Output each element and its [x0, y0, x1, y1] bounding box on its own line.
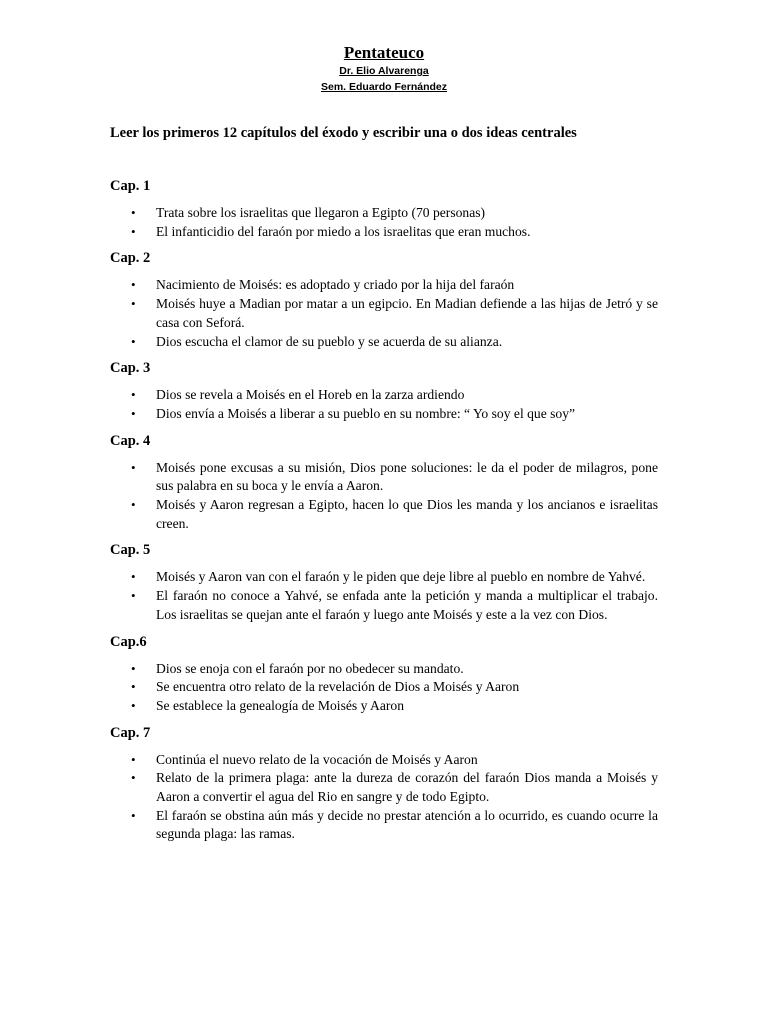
- chapter-heading: Cap. 5: [110, 542, 151, 559]
- list-item: [110, 295, 658, 332]
- bullet-text: Dios escucha el clamor de su pueblo y se acuerda de su alianza.: [156, 333, 503, 349]
- list-item: [110, 276, 658, 295]
- list-item: [110, 568, 658, 587]
- bullet-icon: •: [131, 459, 136, 475]
- bullet-icon: •: [131, 770, 136, 786]
- document-header: [0, 43, 768, 95]
- bullet-icon: •: [131, 697, 136, 713]
- bullet-icon: •: [131, 497, 136, 513]
- bullet-text: Moisés y Aaron regresan a Egipto, hacen lo que Dios les manda y los ancianos e israelitas creen.: [156, 497, 658, 531]
- bullet-icon: •: [131, 205, 136, 220]
- bullet-text: Continúa el nuevo relato de la vocación de Moisés y Aaron: [156, 751, 478, 767]
- bullet-text: El faraón no conoce a Yahvé, se enfada ante la petición y manda a multiplicar el trabajo. Los israelitas se quejan ante el faraón y luego ante Moisés y este a la vez con Dios.: [156, 588, 658, 622]
- list-item: [110, 660, 658, 679]
- chapter-section: [110, 724, 658, 845]
- chapter-section: [110, 633, 658, 716]
- chapter-section: [110, 249, 658, 351]
- bullet-icon: •: [131, 679, 136, 695]
- bullet-text: Se establece la genealogía de Moisés y Aaron: [156, 697, 404, 713]
- bullet-text: Dios envía a Moisés a liberar a su pueblo en su nombre: “ Yo soy el que soy”: [156, 405, 576, 421]
- bullet-text: Moisés pone excusas a su misión, Dios pone soluciones: le da el poder de milagros, pone sus palabra en su boca y le envía a Aaron.: [156, 459, 658, 494]
- chapter-heading: Cap. 2: [110, 250, 151, 267]
- bullet-icon: •: [131, 296, 136, 312]
- list-item: [110, 333, 658, 352]
- bullet-text: Moisés huye a Madian por matar a un egipcio. En Madian defiende a las hijas de Jetró y se casa con Seforá.: [156, 296, 658, 330]
- list-item: [110, 807, 658, 844]
- bullet-text: Relato de la primera plaga: ante la dureza de corazón del faraón Dios manda a Moisés y Aaron a convertir el agua del Rio en sangre y de todo Egipto.: [156, 770, 658, 805]
- bullet-icon: •: [131, 405, 136, 421]
- author-line-2: Sem. Eduardo Fernández: [320, 81, 448, 93]
- list-item: [110, 405, 658, 424]
- chapter-list: [110, 177, 658, 852]
- chapter-heading: Cap.6: [110, 633, 147, 650]
- bullet-icon: •: [131, 277, 136, 293]
- bullet-list: [110, 459, 658, 534]
- bullet-text: Trata sobre los israelitas que llegaron a Egipto (70 personas): [156, 205, 486, 220]
- bullet-text: El faraón se obstina aún más y decide no prestar atención a lo ocurrido, es cuando ocurre la segunda plaga: las ramas.: [156, 807, 658, 842]
- bullet-list: [110, 751, 658, 845]
- list-item: [110, 459, 658, 496]
- bullet-list: [110, 276, 658, 351]
- list-item: [110, 769, 658, 806]
- bullet-text: Se encuentra otro relato de la revelación de Dios a Moisés y Aaron: [156, 679, 520, 695]
- bullet-list: [110, 204, 658, 241]
- bullet-text: Dios se enoja con el faraón por no obedecer su mandato.: [156, 660, 464, 676]
- bullet-list: [110, 386, 658, 423]
- chapter-heading: Cap. 3: [110, 360, 151, 377]
- list-item: [110, 678, 658, 697]
- bullet-text: Nacimiento de Moisés: es adoptado y criado por la hija del faraón: [156, 277, 515, 293]
- page-title: Pentateuco: [343, 43, 425, 62]
- chapter-heading: Cap. 4: [110, 432, 151, 449]
- chapter-section: [110, 541, 658, 624]
- list-item: [110, 751, 658, 770]
- bullet-text: Moisés y Aaron van con el faraón y le piden que deje libre al pueblo en nombre de Yahvé.: [156, 569, 646, 585]
- chapter-section: [110, 432, 658, 534]
- assignment-instruction: Leer los primeros 12 capítulos del éxodo y escribir una o dos ideas centrales: [110, 125, 577, 141]
- bullet-icon: •: [131, 751, 136, 767]
- chapter-section: [110, 359, 658, 423]
- chapter-section: [110, 177, 658, 241]
- author-line-1: Dr. Elio Alvarenga: [339, 65, 429, 77]
- bullet-icon: •: [131, 333, 136, 349]
- bullet-icon: •: [131, 223, 136, 239]
- list-item: [110, 223, 658, 242]
- list-item: [110, 587, 658, 624]
- bullet-text: Dios se revela a Moisés en el Horeb en la zarza ardiendo: [156, 387, 465, 403]
- bullet-icon: •: [131, 807, 136, 823]
- chapter-heading: Cap. 1: [110, 178, 151, 194]
- bullet-text: El infanticidio del faraón por miedo a los israelitas que eran muchos.: [156, 223, 531, 239]
- bullet-icon: •: [131, 387, 136, 403]
- list-item: [110, 697, 658, 716]
- bullet-list: [110, 660, 658, 716]
- bullet-icon: •: [131, 660, 136, 676]
- list-item: [110, 204, 658, 223]
- list-item: [110, 386, 658, 405]
- bullet-list: [110, 568, 658, 624]
- chapter-heading: Cap. 7: [110, 724, 151, 741]
- bullet-icon: •: [131, 588, 136, 604]
- list-item: [110, 496, 658, 533]
- bullet-icon: •: [131, 569, 136, 585]
